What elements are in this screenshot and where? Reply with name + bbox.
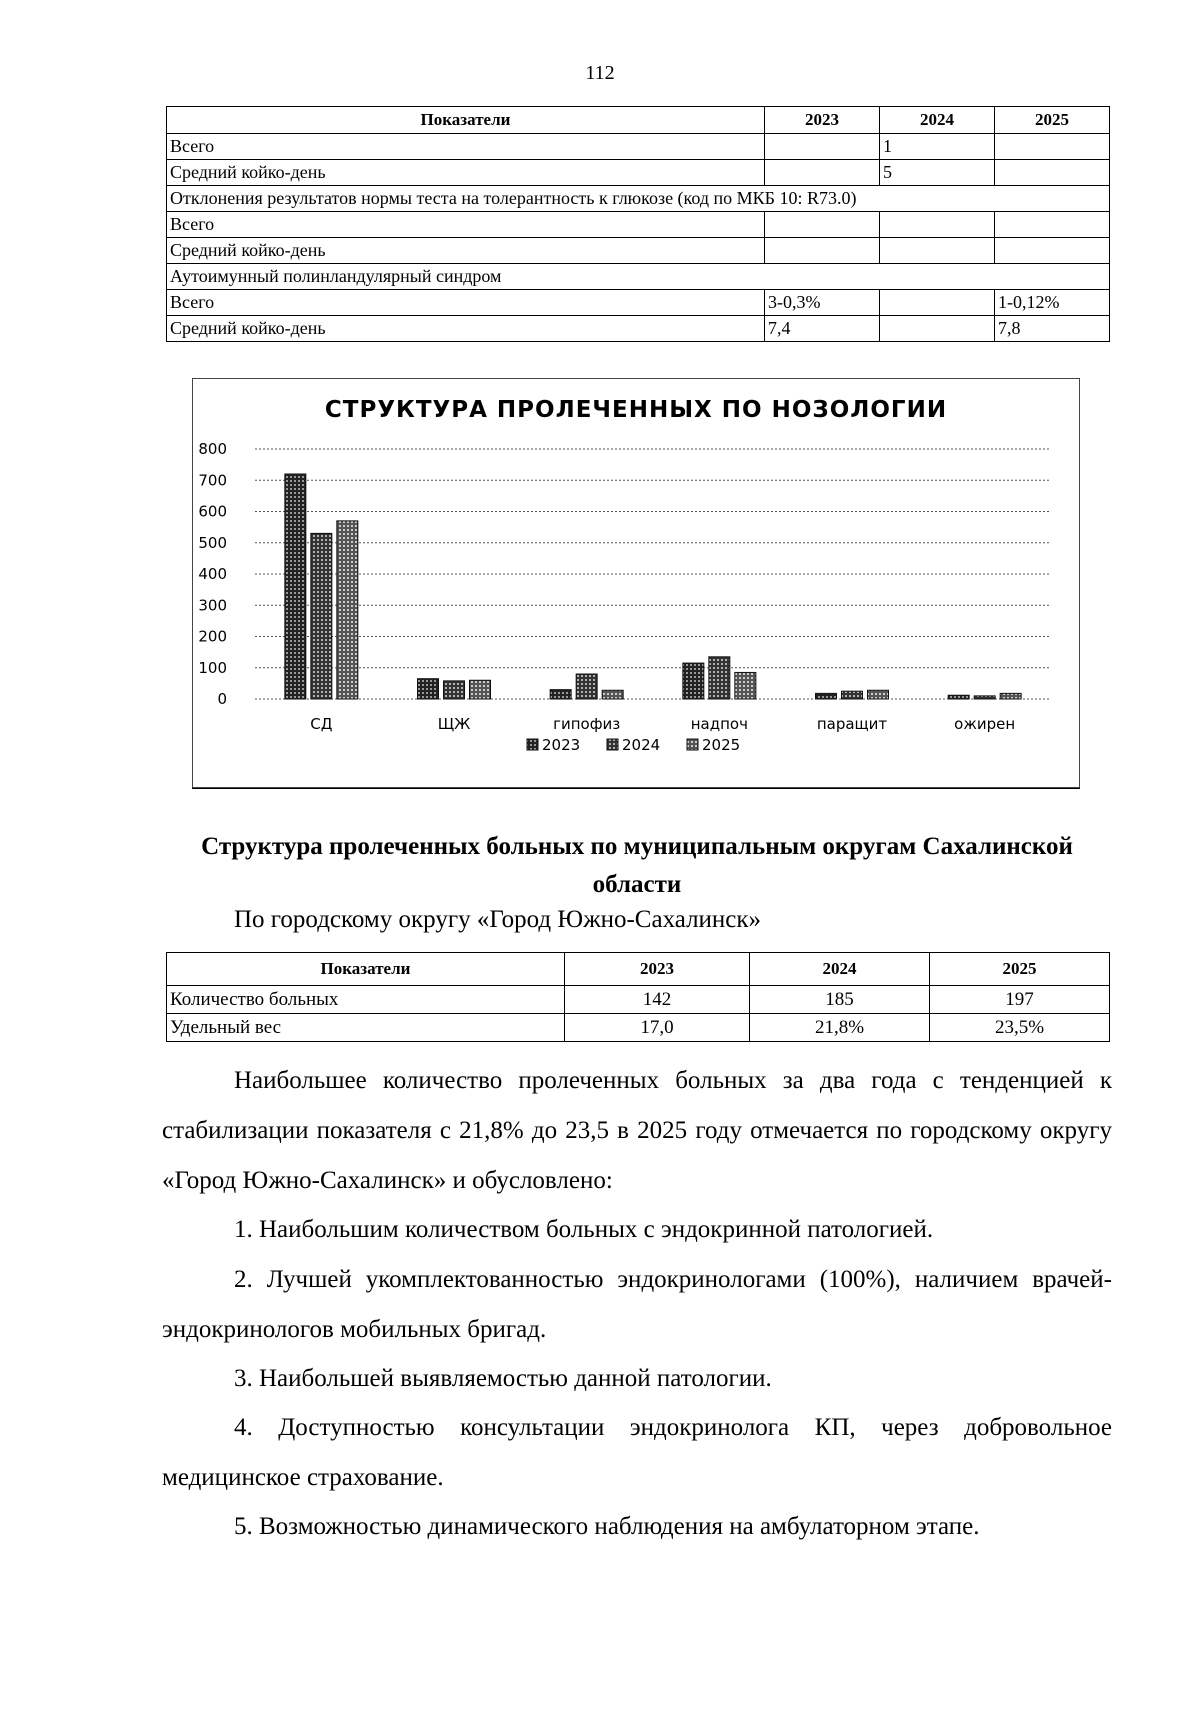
x-tick-label: ожирен <box>954 715 1016 733</box>
section-label: Отклонения результатов нормы теста на толерантность к глюкозе (код по МКБ 10: R73.0) <box>167 186 1110 212</box>
header-2024: 2024 <box>750 953 930 986</box>
table-row <box>167 212 1110 238</box>
cell-2023 <box>765 134 880 160</box>
page-number: 112 <box>585 62 615 84</box>
cell-2025: 1-0,12% <box>995 290 1110 316</box>
bar-2024-2 <box>576 674 597 699</box>
y-tick-label: 400 <box>198 565 227 583</box>
table-header-row <box>167 953 1110 986</box>
y-tick-label: 200 <box>198 627 227 646</box>
bar-2025-4 <box>868 690 889 699</box>
legend-swatch-2025 <box>687 739 698 750</box>
cell-2023: 17,0 <box>565 1014 750 1042</box>
table-header-row <box>167 107 1110 134</box>
y-tick-label: 500 <box>198 533 227 552</box>
summary-text: Наибольшее количество пролеченных больных за два года с тенденцией к стабилизации показателя с 21,8% до 23,5 в 2025 году отмечается по городскому округу «Город Южно-Сахалинск» и обусловлено: <box>162 1067 1112 1194</box>
cell-2025: 23,5% <box>930 1014 1110 1042</box>
x-tick-label: гипофиз <box>553 715 621 733</box>
header-2025: 2025 <box>930 953 1110 986</box>
bar-2024-0 <box>311 533 332 699</box>
y-tick-label: 600 <box>198 502 227 521</box>
cell-2024 <box>880 212 995 238</box>
legend-label: 2025 <box>702 736 741 754</box>
section-label: Аутоимунный полинландулярный синдром <box>167 264 1110 290</box>
legend-swatch-2024 <box>607 739 618 750</box>
cell-2024 <box>880 290 995 316</box>
bar-2025-3 <box>735 672 756 699</box>
x-tick-label: ЩЖ <box>437 715 471 733</box>
list-item: 4. Доступностью консультации эндокринолога КП, через добровольное медицинское страхование. <box>162 1414 1112 1491</box>
y-tick-label: 300 <box>198 596 227 615</box>
cell-2025: 197 <box>930 986 1110 1014</box>
cell-2023 <box>765 238 880 264</box>
bar-2025-1 <box>470 680 491 699</box>
table-row <box>167 986 1110 1014</box>
row-label: Всего <box>167 134 765 160</box>
cell-2025: 7,8 <box>995 316 1110 342</box>
list-item: 2. Лучшей укомплектованностью эндокринологами (100%), наличием врачей-эндокринологов мобильных бригад. <box>162 1266 1112 1343</box>
bar-2023-0 <box>285 474 306 699</box>
y-tick-label: 700 <box>198 471 227 490</box>
bar-2023-5 <box>948 695 969 699</box>
bar-2023-2 <box>550 690 571 699</box>
cell-2025 <box>995 238 1110 264</box>
inpatient-table <box>166 106 1110 342</box>
header-indicators: Показатели <box>167 953 565 986</box>
row-label: Средний койко-день <box>167 316 765 342</box>
row-label: Средний койко-день <box>167 238 765 264</box>
cell-2025 <box>995 212 1110 238</box>
table-row <box>167 160 1110 186</box>
cell-2024 <box>880 316 995 342</box>
cell-2023: 142 <box>565 986 750 1014</box>
cell-2023 <box>765 212 880 238</box>
cell-2025 <box>995 134 1110 160</box>
list-item: 5. Возможностью динамического наблюдения на амбулаторном этапе. <box>234 1513 980 1540</box>
list-item: 1. Наибольшим количеством больных с эндокринной патологией. <box>234 1216 934 1243</box>
row-label: Всего <box>167 290 765 316</box>
cell-2024: 21,8% <box>750 1014 930 1042</box>
legend-swatch-2023 <box>527 739 538 750</box>
table-row <box>167 316 1110 342</box>
table-row <box>167 238 1110 264</box>
x-tick-label: СД <box>310 715 333 733</box>
x-tick-label: надпоч <box>690 715 748 733</box>
cell-2024: 1 <box>880 134 995 160</box>
cell-2023 <box>765 160 880 186</box>
row-label: Количество больных <box>167 986 565 1014</box>
legend-label: 2023 <box>542 736 581 754</box>
header-2023: 2023 <box>765 107 880 134</box>
table-row <box>167 290 1110 316</box>
bar-2023-1 <box>418 679 439 699</box>
y-tick-label: 0 <box>217 690 227 708</box>
row-label: Средний койко-день <box>167 160 765 186</box>
cell-2024: 5 <box>880 160 995 186</box>
section-row <box>167 264 1110 290</box>
section-subheading: По городскому округу «Город Южно-Сахалинск» <box>234 906 762 933</box>
bar-2024-1 <box>444 681 465 699</box>
x-tick-label: паращит <box>816 715 888 733</box>
bar-2024-3 <box>709 657 730 699</box>
table-row <box>167 1014 1110 1042</box>
cell-2025 <box>995 160 1110 186</box>
chart-canvas <box>193 379 1079 787</box>
bar-2023-3 <box>683 663 704 699</box>
bar-2025-2 <box>602 690 623 699</box>
cell-2023: 3-0,3% <box>765 290 880 316</box>
legend-label: 2024 <box>622 736 661 754</box>
bar-2024-4 <box>842 691 863 699</box>
bar-2025-5 <box>1000 693 1021 699</box>
section-row <box>167 186 1110 212</box>
row-label: Всего <box>167 212 765 238</box>
list-item: 3. Наибольшей выявляемостью данной патологии. <box>234 1365 772 1392</box>
header-2023: 2023 <box>565 953 750 986</box>
table-row <box>167 134 1110 160</box>
summary-paragraph <box>162 1056 1112 1206</box>
row-label: Удельный вес <box>167 1014 565 1042</box>
chart-title: СТРУКТУРА ПРОЛЕЧЕННЫХ ПО НОЗОЛОГИИ <box>324 397 948 423</box>
header-indicators: Показатели <box>167 107 765 134</box>
bar-2023-4 <box>816 693 837 699</box>
nosology-chart <box>192 378 1080 788</box>
header-2025: 2025 <box>995 107 1110 134</box>
y-tick-label: 800 <box>198 440 227 458</box>
cell-2024: 185 <box>750 986 930 1014</box>
section-heading: Структура пролеченных больных по муниципальным округам Сахалинской области <box>201 833 1073 898</box>
cell-2023: 7,4 <box>765 316 880 342</box>
district-table <box>166 952 1110 1042</box>
bar-2025-0 <box>337 521 358 699</box>
header-2024: 2024 <box>880 107 995 134</box>
y-tick-label: 100 <box>198 658 227 677</box>
bar-2024-5 <box>974 696 995 699</box>
cell-2024 <box>880 238 995 264</box>
